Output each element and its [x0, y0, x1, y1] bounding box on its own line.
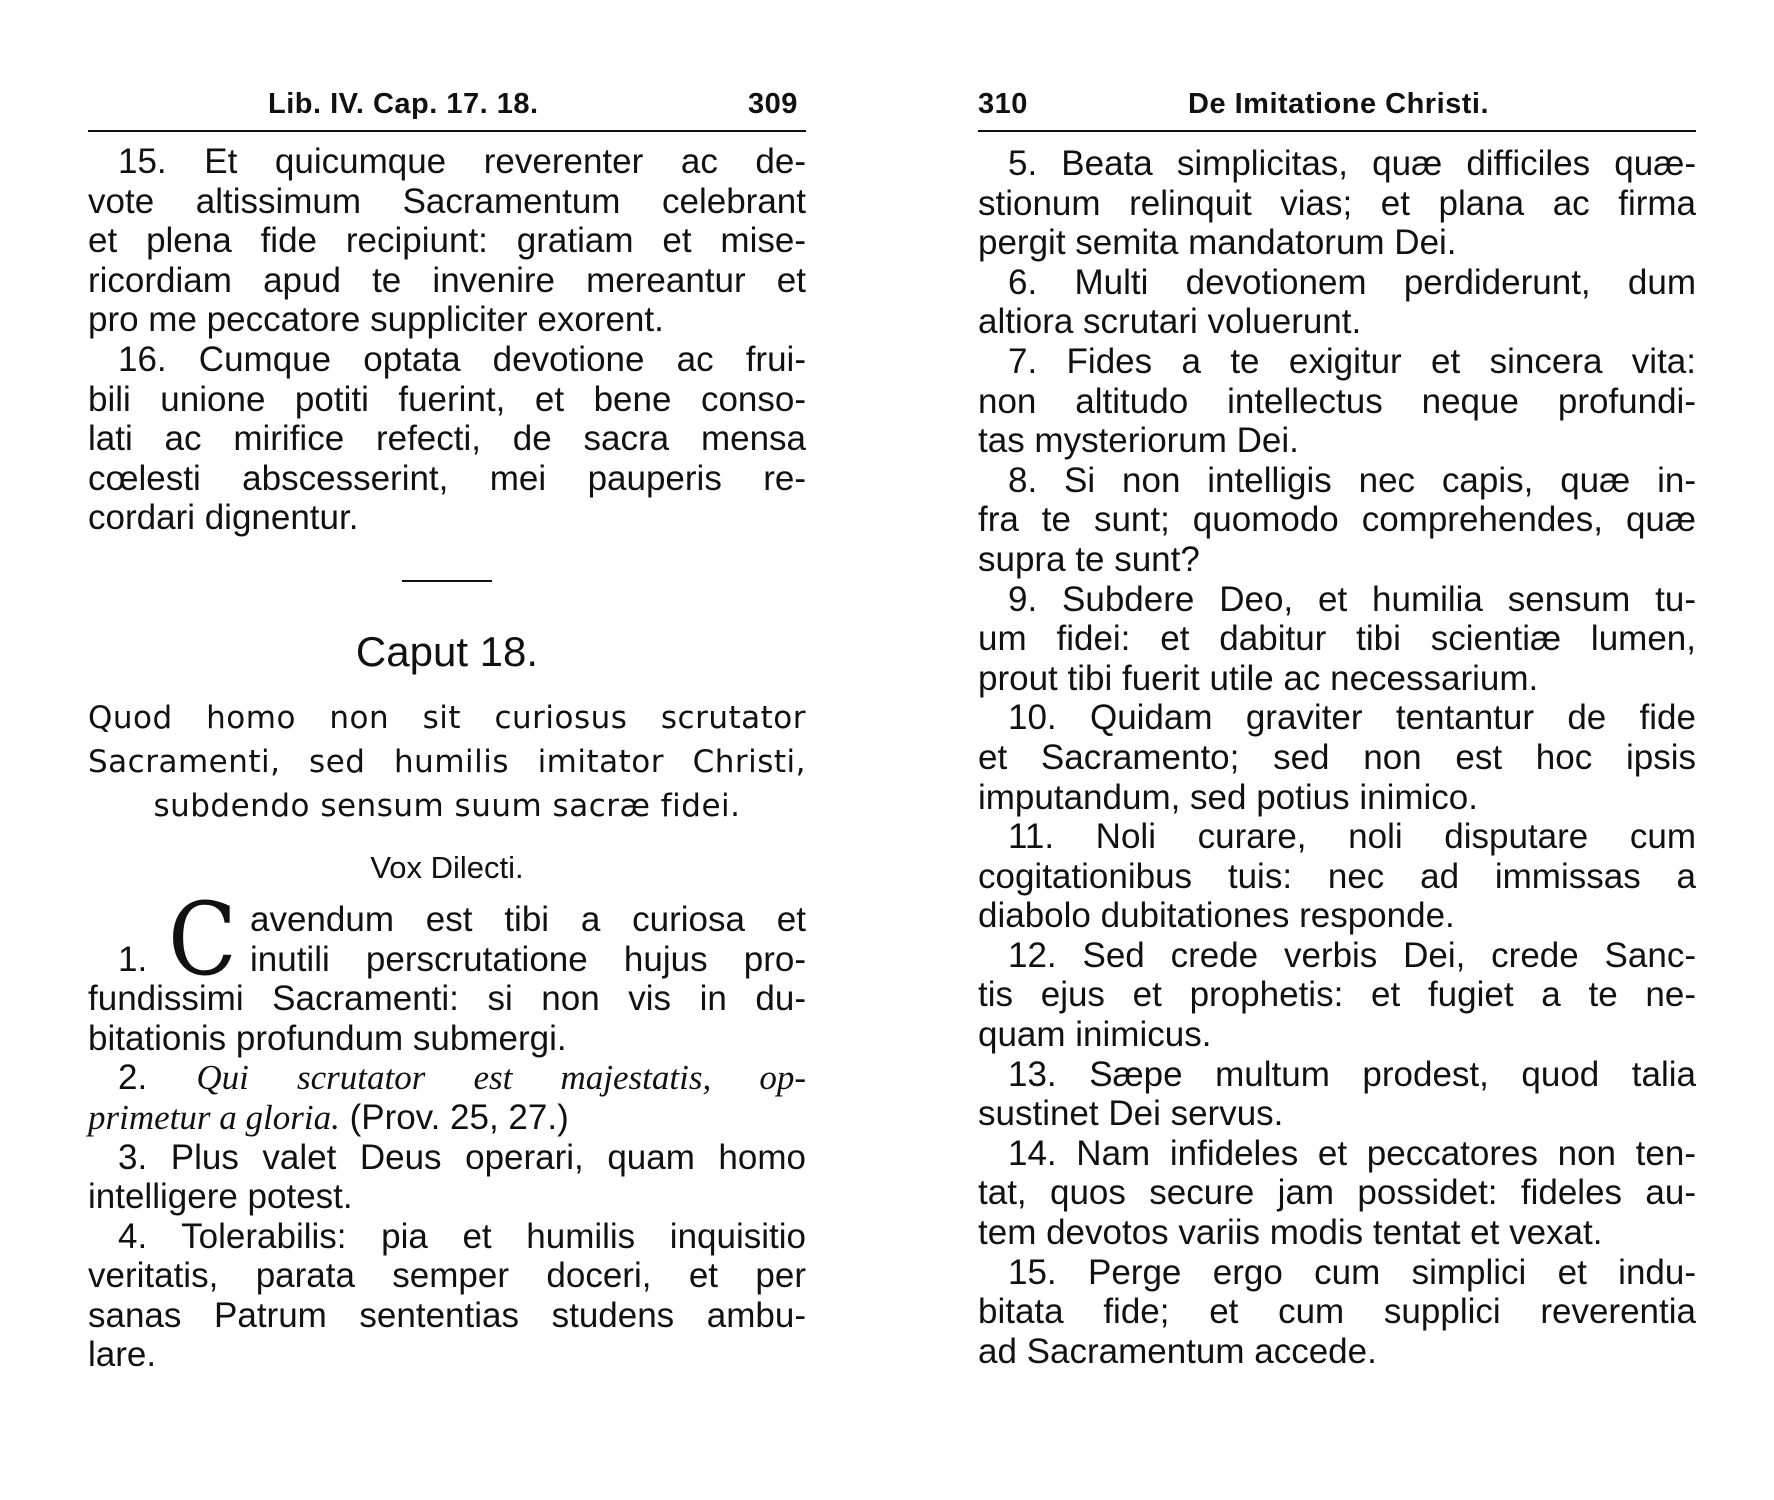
paragraph-3 — [88, 1138, 806, 1217]
text-line: tis ejus et prophetis: et fugiet a te ne- — [978, 975, 1696, 1015]
text-line: et plena fide recipiunt: gratiam et mise- — [88, 221, 806, 261]
right-body — [978, 144, 1696, 1371]
text-line: fundissimi Sacramenti: si non vis in du- — [88, 979, 806, 1019]
chapter-title: Caput 18. — [355, 627, 539, 675]
text-line: stionum relinquit vias; et plana ac firma — [978, 183, 1696, 223]
paragraph-1 — [88, 880, 806, 1058]
italic-quote: primetur a gloria. — [88, 1097, 340, 1137]
text-line: 12. Sed crede verbis Dei, crede Sanc- — [1008, 935, 1696, 975]
paragraph — [978, 342, 1696, 461]
left-header-title: Lib. IV. Cap. 17. 18. — [268, 88, 539, 120]
text-line — [88, 1058, 806, 1098]
text-line: 4. Tolerabilis: pia et humilis inquisitio — [118, 1216, 806, 1256]
paragraph-16 — [88, 340, 806, 538]
right-header-title: De Imitatione Christi. — [1188, 88, 1490, 120]
text-line: inutili perscrutatione hujus pro- — [250, 939, 806, 979]
text-line: et Sacramento; sed non est hoc ipsis — [978, 737, 1696, 777]
drop-cap-initial: C — [168, 880, 237, 998]
text-line: diabolo dubitationes responde. — [978, 896, 1455, 936]
text-line: sustinet Dei servus. — [978, 1094, 1284, 1134]
text-line: um fidei: et dabitur tibi scientiæ lumen, — [978, 619, 1696, 659]
speaker-heading: Vox Dilecti. — [370, 849, 524, 885]
text-line: 15. Et quicumque reverenter ac de- — [118, 142, 806, 181]
text-line: 9. Subdere Deo, et humilia sensum tu- — [1008, 579, 1696, 619]
text-line: lare. — [88, 1335, 157, 1375]
text-line: bitationis profundum submergi. — [88, 1018, 567, 1058]
text-line: cordari dignentur. — [88, 498, 359, 538]
text-line: tas mysteriorum Dei. — [978, 421, 1299, 461]
text-line: pergit semita mandatorum Dei. — [978, 223, 1457, 263]
italic-quote: Qui scrutator est majestatis, op- — [196, 1058, 806, 1098]
text-line: 7. Fides a te exigitur et sincera vita: — [1008, 341, 1696, 381]
text-line: non altitudo intellectus neque profundi- — [978, 381, 1696, 421]
text-line: 14. Nam infideles et peccatores non ten- — [1008, 1133, 1696, 1173]
paragraph — [978, 698, 1696, 817]
text-line: cœlesti abscesserint, mei pauperis re- — [88, 458, 806, 498]
right-page-number: 310 — [978, 88, 1028, 120]
text-line: lati ac mirifice refecti, de sacra mensa — [88, 419, 806, 459]
paragraph-4 — [88, 1217, 806, 1375]
paragraph-15 — [88, 142, 806, 340]
text-line: vote altissimum Sacramentum celebrant — [88, 181, 806, 221]
text-line: sanas Patrum sententias studens ambu- — [88, 1295, 806, 1335]
text-line: ad Sacramentum accede. — [978, 1331, 1377, 1371]
subtitle-line: subdendo sensum suum sacræ fidei. — [153, 787, 741, 824]
paragraph-number: 1. — [118, 939, 148, 979]
section-separator — [402, 580, 492, 582]
text-line: pro me peccatore suppliciter exorent. — [88, 300, 664, 340]
text-line: quam inimicus. — [978, 1015, 1212, 1055]
subtitle-line: Sacramenti, sed humilis imitator Christi, — [88, 743, 806, 780]
left-running-head — [88, 80, 806, 126]
left-body — [88, 142, 806, 538]
text-line: 15. Perge ergo cum simplici et indu- — [1008, 1252, 1696, 1292]
bible-reference: (Prov. 25, 27.) — [349, 1097, 569, 1137]
paragraph-number: 2. — [118, 1058, 148, 1098]
text-line: imputandum, sed potius inimico. — [978, 777, 1478, 817]
text-line: 8. Si non intelligis nec capis, quæ in- — [1008, 460, 1696, 500]
left-page — [88, 80, 806, 1375]
text-line: supra te sunt? — [978, 539, 1200, 579]
left-body-lower — [88, 880, 806, 1375]
chapter-subtitle — [88, 696, 806, 828]
paragraph — [978, 144, 1696, 263]
text-line: bitata fide; et cum supplici reverentia — [978, 1292, 1696, 1332]
text-line: ricordiam apud te invenire mereantur et — [88, 260, 806, 300]
text-line: 11. Noli curare, noli disputare cum — [1008, 817, 1696, 857]
text-line: cogitationibus tuis: nec ad immissas a — [978, 856, 1696, 896]
text-line: 10. Quidam graviter tentantur de fide — [1008, 698, 1696, 738]
text-line: 16. Cumque optata devotione ac frui- — [118, 339, 806, 379]
paragraph — [978, 580, 1696, 699]
text-line: intelligere potest. — [88, 1177, 353, 1217]
left-page-number: 309 — [748, 88, 798, 120]
text-line — [88, 1098, 806, 1138]
paragraph — [978, 1134, 1696, 1253]
text-line: prout tibi fuerit utile ac necessarium. — [978, 658, 1539, 698]
text-line: veritatis, parata semper doceri, et per — [88, 1256, 806, 1296]
right-header-rule — [978, 130, 1696, 132]
right-page — [978, 80, 1696, 1371]
text-line: 13. Sæpe multum prodest, quod talia — [1008, 1054, 1696, 1094]
right-running-head — [978, 80, 1696, 126]
paragraph — [978, 461, 1696, 580]
text-line: 5. Beata simplicitas, quæ difficiles quæ- — [1008, 144, 1696, 183]
text-line: tat, quos secure jam possidet: fideles au- — [978, 1173, 1696, 1213]
paragraph — [978, 817, 1696, 936]
paragraph — [978, 936, 1696, 1055]
text-line: tem devotos variis modis tentat et vexat. — [978, 1213, 1603, 1253]
text-line: 3. Plus valet Deus operari, quam homo — [118, 1137, 806, 1177]
paragraph-2 — [88, 1058, 806, 1137]
text-line: 6. Multi devotionem perdiderunt, dum — [1008, 262, 1696, 302]
left-header-rule — [88, 130, 806, 132]
text-line: altiora scrutari voluerunt. — [978, 302, 1362, 342]
text-line: fra te sunt; quomodo comprehendes, quæ — [978, 500, 1696, 540]
paragraph — [978, 1253, 1696, 1372]
paragraph — [978, 263, 1696, 342]
text-line: avendum est tibi a curiosa et — [250, 899, 806, 939]
subtitle-line: Quod homo non sit curiosus scrutator — [88, 699, 806, 736]
text-line: bili unione potiti fuerint, et bene conso- — [88, 379, 806, 419]
paragraph — [978, 1055, 1696, 1134]
